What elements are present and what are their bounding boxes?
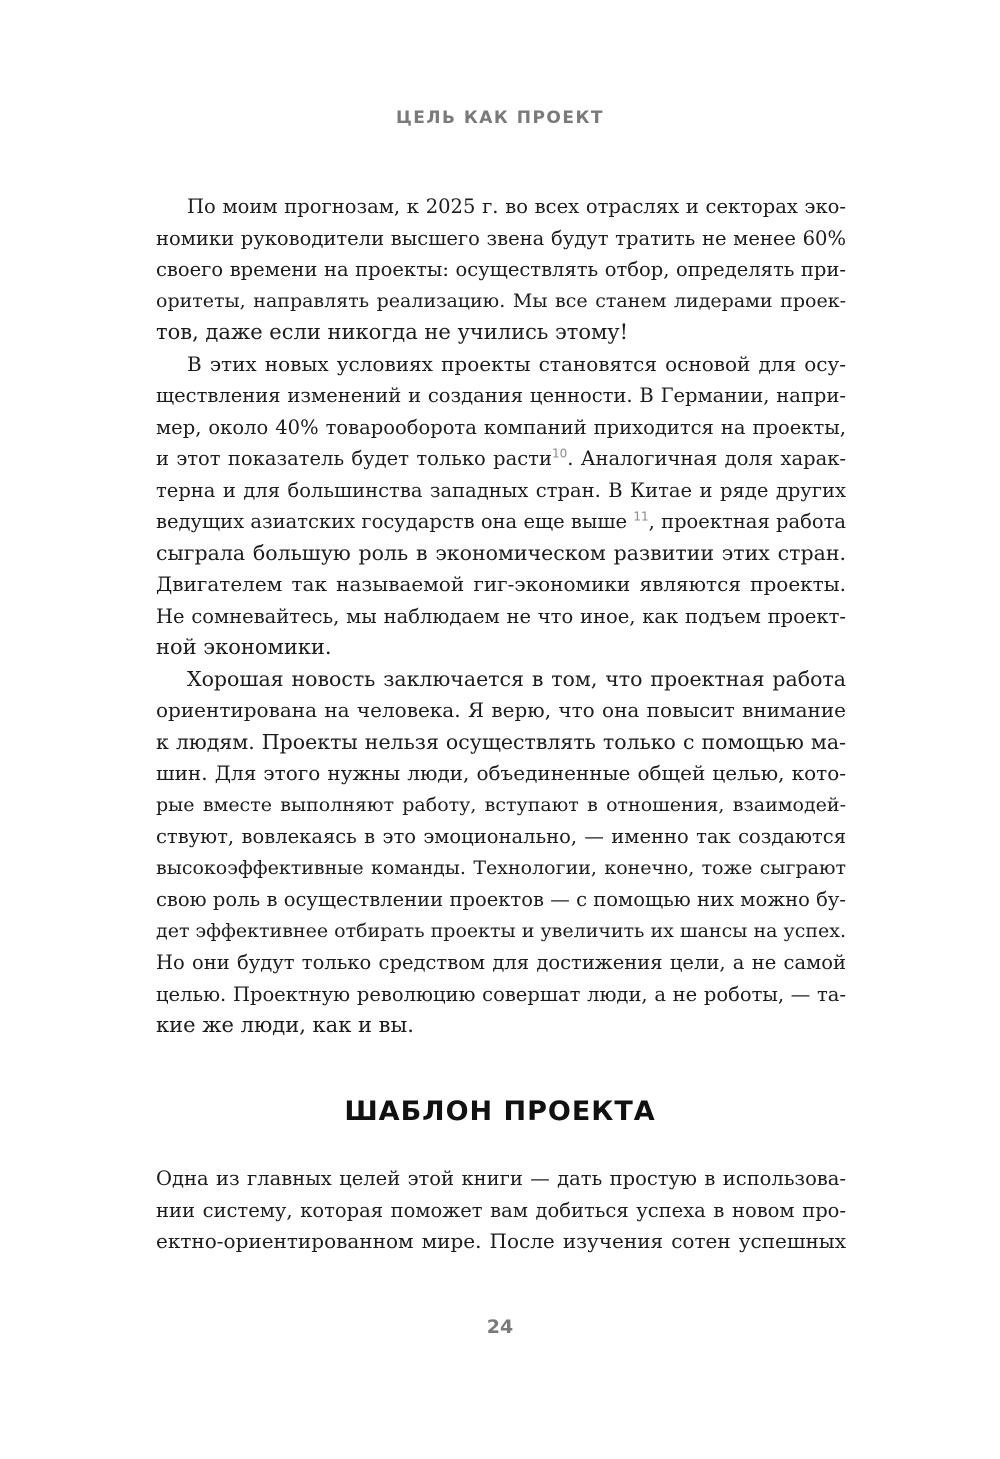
text-segment: . Аналогичная доля харак-: [567, 447, 846, 470]
text-line: ствуют, вовлекаясь в это эмоционально, — именно так создаются: [156, 825, 846, 848]
footnote-marker[interactable]: 10: [551, 446, 568, 461]
text-segment: ведущих азиатских государств она еще выше: [156, 510, 634, 533]
text-line: ной экономики.: [156, 635, 332, 659]
text-line: Но они будут только средством для достижения цели, а не самой: [156, 951, 846, 974]
paragraph-3: [156, 664, 846, 1042]
text-line: номики руководители высшего звена будут тратить не менее 60%: [156, 226, 846, 250]
text-line: Хорошая новость заключается в том, что проектная работа: [187, 666, 846, 691]
paragraph-1: [156, 191, 846, 349]
text-line: свою роль в осуществлении проектов — с помощью них можно бу-: [156, 888, 846, 911]
text-line-with-footnote: [156, 443, 846, 475]
text-line: ориентирована на человека. Я верю, что она повысит внимание: [156, 698, 846, 722]
text-line: Одна из главных целей этой книги — дать простую в использова-: [156, 1167, 846, 1190]
text-line: тов, даже если никогда не учились этому!: [156, 320, 629, 344]
text-line: сыграла большую роль в экономическом развитии этих стран.: [156, 540, 846, 565]
text-line: шин. Для этого нужны люди, объединенные общей целью, кото-: [156, 761, 846, 785]
text-line: ектно-ориентированном мире. После изучения сотен успешных: [156, 1229, 846, 1253]
text-line: Двигателем так называемой гиг-экономики являются проекты.: [156, 572, 846, 596]
section-paragraph: [156, 1163, 846, 1258]
text-line: кие же люди, как и вы.: [156, 1013, 414, 1037]
running-head: ЦЕЛЬ КАК ПРОЕКТ: [396, 108, 604, 128]
text-line: ществления изменений и создания ценности. В Германии, напри-: [156, 384, 846, 407]
text-line-with-footnote: [156, 506, 846, 538]
text-line: своего времени на проекты: осуществлять отбор, определять при-: [156, 258, 846, 281]
text-line: дет эффективнее отбирать проекты и увеличить их шансы на успех.: [156, 919, 846, 942]
text-line: Не сомневайтесь, мы наблюдаем не что иное, как подъем проект-: [156, 604, 846, 628]
text-segment: , проектная работа: [648, 510, 846, 533]
text-line: оритеты, направлять реализацию. Мы все станем лидерами проек-: [156, 289, 846, 312]
text-line: рые вместе выполняют работу, вступают в отношения, взаимодей-: [156, 793, 846, 816]
paragraph-2: [156, 349, 846, 664]
footnote-marker[interactable]: 11: [633, 509, 649, 524]
text-line: терна и для большинства западных стран. В Китае и ряде других: [156, 478, 846, 502]
text-line: мер, около 40% товарооборота компаний приходится на проекты,: [156, 415, 846, 439]
text-line: целью. Проектную революцию совершат люди, а не роботы, — та-: [156, 982, 846, 1006]
text-segment: и этот показатель будет только расти: [156, 447, 552, 470]
text-line: В этих новых условиях проекты становятся основой для осу-: [187, 351, 846, 376]
text-line: По моим прогнозам, к 2025 г. во всех отраслях и секторах эко-: [187, 195, 846, 218]
text-line: высокоэффективные команды. Технологии, конечно, тоже сыграют: [156, 856, 846, 879]
section-heading: ШАБЛОН ПРОЕКТА: [344, 1096, 656, 1127]
page-number: 24: [486, 1316, 514, 1338]
text-line: нии систему, которая поможет вам добиться успеха в новом про-: [156, 1198, 846, 1222]
text-line: к людям. Проекты нельзя осуществлять только с помощью ма-: [156, 729, 846, 754]
